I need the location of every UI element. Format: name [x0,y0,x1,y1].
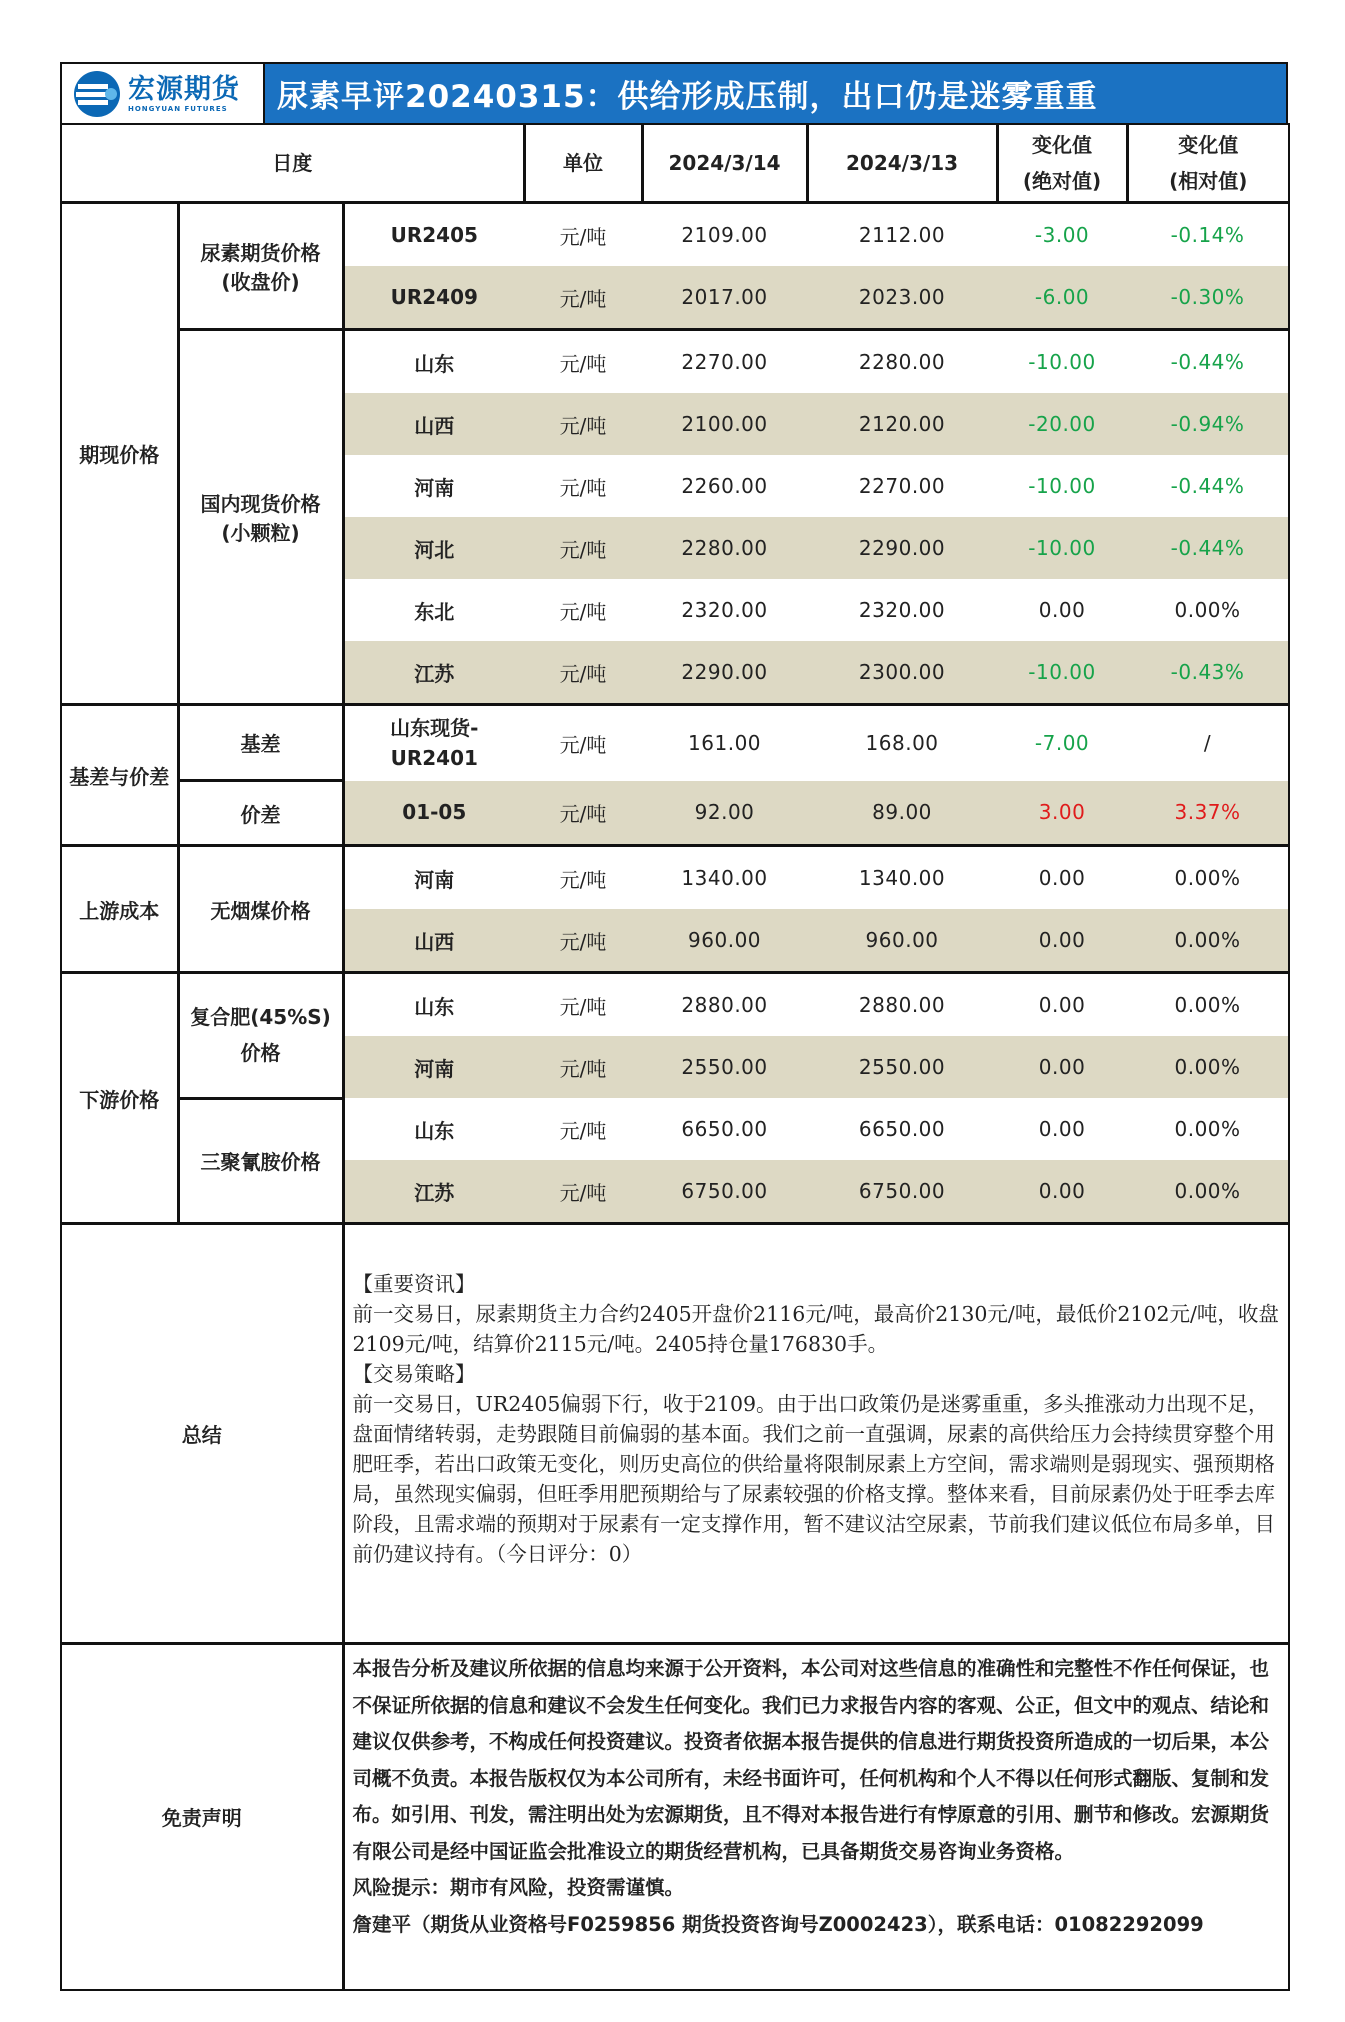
row-rel: -0.94% [1127,393,1289,455]
hongyuan-logo-icon [72,69,122,119]
table-row [61,781,1289,846]
col-rel-change: 变化值 (相对值) [1127,124,1289,203]
row-name: 河南 [414,475,455,500]
row-rel: 0.00% [1127,1160,1289,1224]
row-unit: 元/吨 [559,475,607,500]
group-downstream: 下游价格 [61,973,178,1224]
row-v1: 161.00 [688,731,762,756]
row-name: 江苏 [343,1160,524,1224]
row-v2: 960.00 [807,909,997,973]
summary-row [61,1224,1289,1644]
col-dimension: 日度 [61,124,524,203]
row-unit: 元/吨 [559,599,607,624]
row-v1: 2260.00 [681,474,768,498]
row-abs: 0.00 [1038,1117,1086,1141]
row-rel: -0.44% [1170,474,1245,498]
row-v1: 2550.00 [642,1036,807,1098]
row-name: 江苏 [343,641,524,705]
risk-warning: 风险提示：期市有风险，投资需谨慎。 [352,1876,685,1899]
group-anthracite: 无烟煤价格 [178,846,343,973]
row-abs: -6.00 [997,266,1127,330]
report-title: 尿素早评20240315：供给形成压制，出口仍是迷雾重重 [265,64,1286,123]
group-melamine: 三聚氰胺价格 [178,1098,343,1224]
row-abs: -20.00 [997,393,1127,455]
row-v2: 6650.00 [858,1117,946,1141]
summary-strategy-text: 前一交易日，UR2405偏弱下行，收于2109。由于出口政策仍是迷雾重重，多头推涨动力出现不足，盘面情绪转弱，走势跟随目前偏弱的基本面。我们之前一直强调，尿素的高供给压力会持续贯穿整个用肥旺季，若出口政策无变化，则历史高位的供给量将限制尿素上方空间，需求端则是弱现实、强预期格局，虽然现实偏弱，但旺季用肥预期给与了尿素较强的价格支撑。整体来看，目前尿素仍处于旺季去库阶段，且需求端的预期对于尿素有一定支撑作用，暂不建议沽空尿素，节前我们建议低位布局多单，目前仍建议持有。（今日评分：0） [352,1392,1275,1566]
row-name: 山西 [343,393,524,455]
row-v1: 2280.00 [642,517,807,579]
disclaimer-label: 免责声明 [61,1644,343,1990]
row-name: 山东 [414,351,455,376]
row-unit: 元/吨 [559,1118,607,1143]
disclaimer-row [61,1644,1289,1990]
row-v1: 2017.00 [642,266,807,330]
row-unit: 元/吨 [524,781,642,846]
table-row [61,203,1289,267]
row-v1: 6750.00 [642,1160,807,1224]
group-compound-fertilizer: 复合肥(45%S) 价格 [178,973,343,1099]
row-unit: 元/吨 [559,351,607,376]
row-name: 东北 [414,599,455,624]
row-abs: 3.00 [997,781,1127,846]
row-v2: 2280.00 [858,350,946,374]
logo-en: HONGYUAN FUTURES [128,104,228,113]
row-abs: -7.00 [1034,731,1090,756]
row-abs: 0.00 [1038,598,1086,622]
table-row [61,1098,1289,1160]
summary-heading-strategy: 【交易策略】 [352,1362,476,1386]
header-banner [60,62,1288,123]
report-sheet [60,62,1288,1991]
row-v2: 6750.00 [807,1160,997,1224]
row-name: 山东现货- UR2401 [390,716,479,771]
table-row [61,330,1289,394]
row-abs: -3.00 [1034,223,1090,247]
row-v2: 2880.00 [858,993,946,1017]
row-v2: 2300.00 [807,641,997,705]
row-v1: 2320.00 [681,598,768,622]
spread-label: 价差 [178,781,343,846]
col-date1: 2024/3/14 [642,124,807,203]
row-rel: 0.00% [1127,1036,1289,1098]
row-name: 河北 [343,517,524,579]
row-unit: 元/吨 [524,909,642,973]
row-name: 山东 [414,1118,455,1143]
row-unit: 元/吨 [524,641,642,705]
row-name: 河南 [343,1036,524,1098]
row-abs: -10.00 [997,641,1127,705]
row-rel: -0.14% [1170,223,1245,247]
row-v1: 92.00 [642,781,807,846]
row-v1: 2100.00 [642,393,807,455]
col-unit: 单位 [524,124,642,203]
row-v2: 2112.00 [858,223,946,247]
row-rel: 0.00% [1174,993,1241,1017]
row-rel: 0.00% [1174,1117,1241,1141]
group-domestic-spot: 国内现货价格 (小颗粒) [178,330,343,705]
row-name: 山东 [414,994,455,1019]
row-v2: 2550.00 [807,1036,997,1098]
col-abs-change: 变化值 (绝对值) [997,124,1127,203]
row-unit: 元/吨 [524,266,642,330]
row-unit: 元/吨 [559,224,607,249]
row-v1: 960.00 [642,909,807,973]
row-rel: -0.30% [1127,266,1289,330]
row-rel: 3.37% [1127,781,1289,846]
row-rel: -0.44% [1170,350,1245,374]
row-rel: -0.43% [1127,641,1289,705]
row-v1: 2109.00 [681,223,768,247]
table-row [61,705,1289,781]
row-unit: 元/吨 [524,1036,642,1098]
row-rel: / [1203,731,1212,756]
summary-news-text: 前一交易日，尿素期货主力合约2405开盘价2116元/吨，最高价2130元/吨，最低价2102元/吨，收盘2109元/吨，结算价2115元/吨。2405持仓量176830手。 [352,1302,1279,1356]
row-v2: 2320.00 [858,598,946,622]
row-v1: 2290.00 [642,641,807,705]
row-abs: -10.00 [997,517,1127,579]
table-row [61,846,1289,910]
summary-heading-news: 【重要资讯】 [352,1272,476,1296]
row-v1: 6650.00 [681,1117,768,1141]
row-unit: 元/吨 [524,517,642,579]
price-table [60,123,1290,1991]
col-date2: 2024/3/13 [807,124,997,203]
row-unit: 元/吨 [524,393,642,455]
disclaimer-text: 本报告分析及建议所依据的信息均来源于公开资料，本公司对这些信息的准确性和完整性不作任何保证，也不保证所依据的信息和建议不会发生任何变化。我们已力求报告内容的客观、公正，但文中的观点、结论和建议仅供参考，不构成任何投资建议。投资者依据本报告提供的信息进行期货投资所造成的一切后果，本公司概不负责。本报告版权仅为本公司所有，未经书面许可，任何机构和个人不得以任何形式翻版、复制和发布。如引用、刊发，需注明出处为宏源期货，且不得对本报告进行有悖原意的引用、删节和修改。宏源期货有限公司是经中国证监会批准设立的期货经营机构，已具备期货交易咨询业务资格。 [352,1657,1270,1863]
row-abs: 0.00 [997,1036,1127,1098]
row-v2: 2270.00 [858,474,946,498]
summary-content [343,1224,1289,1644]
group-futures-price: 尿素期货价格 (收盘价) [178,203,343,330]
table-row [61,973,1289,1037]
row-rel: 0.00% [1127,909,1289,973]
summary-label: 总结 [61,1224,343,1644]
row-name: 山西 [343,909,524,973]
row-abs: 0.00 [1038,866,1086,890]
logo [62,64,265,123]
row-v2: 89.00 [807,781,997,846]
logo-cn: 宏源期货 [128,73,240,105]
row-v2: 2290.00 [807,517,997,579]
row-v2: 1340.00 [858,866,946,890]
disclaimer-content [343,1644,1289,1990]
row-name: 河南 [414,867,455,892]
row-unit: 元/吨 [559,867,607,892]
row-unit: 元/吨 [524,1160,642,1224]
row-v2: 168.00 [865,731,939,756]
row-v2: 2120.00 [807,393,997,455]
row-name: UR2409 [343,266,524,330]
row-v1: 2880.00 [681,993,768,1017]
basis-label: 基差 [178,705,343,781]
row-rel: 0.00% [1174,598,1241,622]
analyst-contact: 詹建平（期货从业资格号F0259856 期货投资咨询号Z0002423），联系电话：01082292099 [352,1912,1204,1936]
row-v1: 1340.00 [681,866,768,890]
row-unit: 元/吨 [559,994,607,1019]
row-name: UR2405 [390,223,478,247]
row-abs: -10.00 [1028,350,1096,374]
row-abs: 0.00 [997,1160,1127,1224]
row-abs: 0.00 [1038,993,1086,1017]
row-abs: 0.00 [997,909,1127,973]
row-rel: 0.00% [1174,866,1241,890]
row-v1: 2270.00 [681,350,768,374]
row-name: 01-05 [343,781,524,846]
row-v2: 2023.00 [807,266,997,330]
group-basis-spread: 基差与价差 [61,705,178,846]
group-upstream: 上游成本 [61,846,178,973]
row-rel: -0.44% [1127,517,1289,579]
row-abs: -10.00 [1028,474,1096,498]
group-spot-futures: 期现价格 [61,203,178,705]
row-unit: 元/吨 [559,732,607,757]
